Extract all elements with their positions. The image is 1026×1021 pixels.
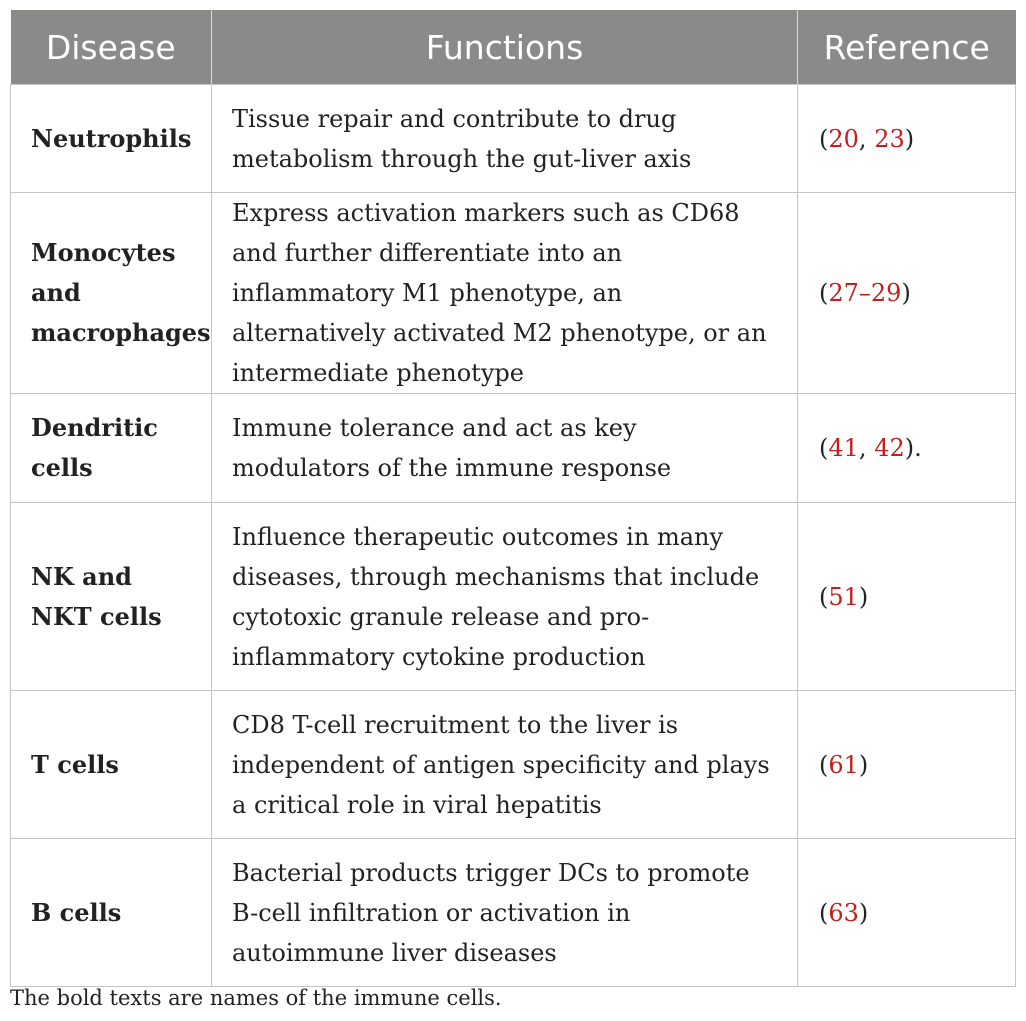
table-row: [11, 503, 1016, 691]
cell-reference: [798, 691, 1016, 839]
cell-function: Influence therapeutic outcomes in many diseases, through mechanisms that include cytotoxic granule release and pro-inflammatory cytokine production: [212, 503, 798, 691]
citation-link[interactable]: 63: [828, 898, 859, 927]
ref-close-paren: ).: [904, 434, 922, 462]
cell-reference: [798, 85, 1016, 193]
header-functions: Functions: [212, 10, 798, 85]
table-row: [11, 691, 1016, 839]
ref-close-paren: ): [858, 750, 869, 779]
cell-reference: [798, 503, 1016, 691]
citation-link[interactable]: 27–29: [828, 279, 902, 307]
cell-function: Bacterial products trigger DCs to promote B-cell infiltration or activation in autoimmune liver diseases: [212, 839, 798, 987]
citation-link[interactable]: 42: [874, 434, 905, 462]
cell-reference: [798, 394, 1016, 503]
cell-function: Tissue repair and contribute to drug metabolism through the gut-liver axis: [212, 85, 798, 193]
table-row: [11, 394, 1016, 503]
ref-open-paren: (: [819, 750, 829, 779]
ref-open-paren: (: [819, 898, 829, 927]
ref-open-paren: (: [819, 124, 829, 153]
table-row: [11, 839, 1016, 987]
citation-link[interactable]: 41: [828, 434, 859, 462]
cell-reference: [798, 193, 1016, 394]
ref-open-paren: (: [819, 279, 829, 307]
cell-function: CD8 T-cell recruitment to the liver is independent of antigen specificity and plays a critical role in viral hepatitis: [212, 691, 798, 839]
ref-close-paren: ): [858, 582, 869, 611]
ref-open-paren: (: [819, 434, 829, 462]
cell-function: Immune tolerance and act as key modulators of the immune response: [212, 394, 798, 503]
cell-name: Dendritic cells: [11, 394, 212, 503]
header-disease: Disease: [11, 10, 212, 85]
cell-name: B cells: [11, 839, 212, 987]
cell-function: Express activation markers such as CD68 and further differentiate into an inflammatory M1 phenotype, an alternatively activated M2 phenotype, or an intermediate phenotype: [212, 193, 798, 394]
immune-cells-table-container: [10, 10, 1015, 987]
citation-link[interactable]: 61: [828, 750, 859, 779]
table-footnote: The bold texts are names of the immune cells.: [10, 986, 502, 1010]
ref-close-paren: ): [901, 279, 911, 307]
ref-close-paren: ): [904, 124, 915, 153]
header-reference: Reference: [798, 10, 1016, 85]
citation-link[interactable]: 20: [828, 124, 859, 153]
table-row: [11, 193, 1016, 394]
ref-open-paren: (: [819, 582, 829, 611]
ref-separator: ,: [858, 434, 875, 462]
table-header-row: [11, 10, 1016, 85]
immune-cells-table: [10, 10, 1016, 987]
table-row: [11, 85, 1016, 193]
cell-name: NK and NKT cells: [11, 503, 212, 691]
ref-close-paren: ): [858, 898, 869, 927]
citation-link[interactable]: 51: [828, 582, 859, 611]
cell-name: Neutrophils: [11, 85, 212, 193]
citation-link[interactable]: 23: [874, 124, 905, 153]
ref-separator: ,: [858, 124, 875, 153]
cell-reference: [798, 839, 1016, 987]
cell-name: T cells: [11, 691, 212, 839]
cell-name: Monocytes and macrophages: [11, 193, 212, 394]
